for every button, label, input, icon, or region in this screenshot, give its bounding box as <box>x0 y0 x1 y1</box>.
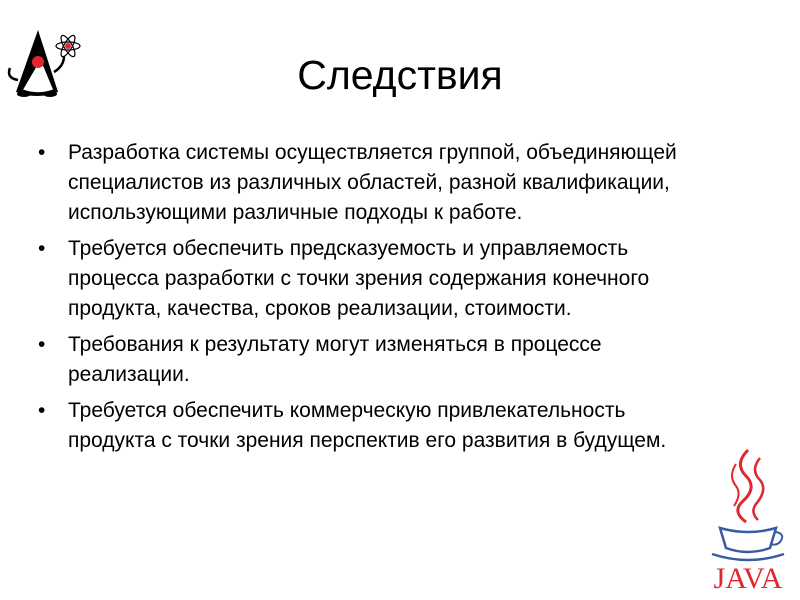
bullet-text: Требуется обеспечить коммерческую привлекательность продукта с точки зрения перспектив его развития в будущем. <box>68 399 667 452</box>
bullet-list <box>38 138 718 462</box>
bullet-item <box>38 138 718 228</box>
java-wordmark: JAVA <box>713 562 783 594</box>
bullet-text: Требования к результату могут изменяться в процессе реализации. <box>68 333 602 386</box>
bullet-dot: • <box>38 141 46 164</box>
bullet-dot: • <box>38 399 46 422</box>
bullet-item <box>38 330 718 390</box>
bullet-item <box>38 234 718 324</box>
bullet-item <box>38 396 718 456</box>
slide-title: Следствия <box>297 52 503 98</box>
java-cup-icon <box>706 444 790 594</box>
bullet-text: Разработка системы осуществляется группой, объединяющей специалистов из различных областей, разной квалификации, использующими различные подходы к работе. <box>68 141 677 224</box>
bullet-dot: • <box>38 237 46 260</box>
bullet-text: Требуется обеспечить предсказуемость и управляемость процесса разработки с точки зрения содержания конечного продукта, качества, сроков реализации, стоимости. <box>68 237 650 320</box>
bullet-dot: • <box>38 333 46 356</box>
